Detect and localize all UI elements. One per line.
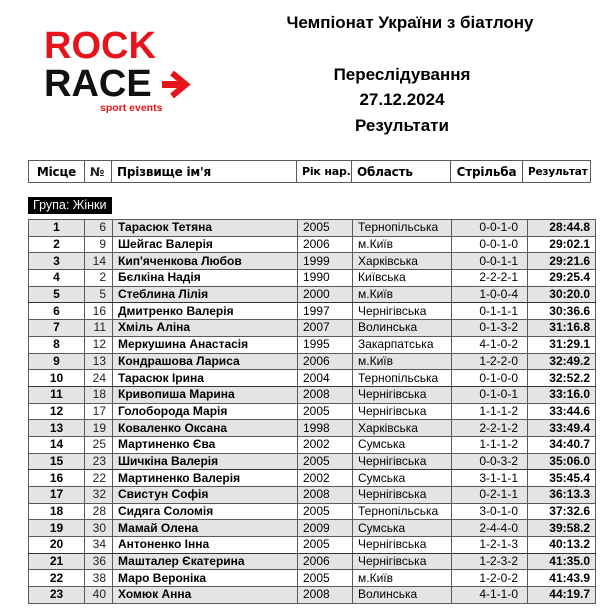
cell-place: 7 [29,320,85,337]
cell-name: Машталер Єкатерина [113,553,298,570]
cell-region: Харківська [353,420,452,437]
cell-place: 17 [29,487,85,504]
cell-region: Тернопільська [353,220,452,237]
arrow-right-icon [144,70,234,100]
cell-shooting: 0-0-1-0 [452,220,528,237]
cell-result: 35:06.0 [528,453,596,470]
cell-region: Чернігівська [353,537,452,554]
rock-race-logo [44,25,194,118]
cell-name: Кондрашова Лариса [113,353,298,370]
table-row [29,503,596,520]
table-row [29,537,596,554]
cell-region: Волинська [353,587,452,604]
cell-bib: 9 [85,236,113,253]
cell-shooting: 3-0-1-0 [452,503,528,520]
cell-year: 1990 [298,270,353,287]
cell-result: 31:29.1 [528,336,596,353]
cell-region: Волинська [353,320,452,337]
table-row [29,487,596,504]
cell-result: 30:20.0 [528,286,596,303]
table-row [29,236,596,253]
table-row [29,320,596,337]
column-header-shooting: Стрільба [451,161,523,183]
cell-bib: 36 [85,553,113,570]
cell-result: 34:40.7 [528,436,596,453]
table-row [29,587,596,604]
cell-name: Бєлкіна Надія [113,270,298,287]
cell-region: Сумська [353,470,452,487]
cell-place: 10 [29,370,85,387]
discipline-title: Переслідування [333,65,471,84]
cell-place: 20 [29,537,85,554]
cell-year: 2008 [298,386,353,403]
cell-year: 2002 [298,470,353,487]
column-header-place: Місце [29,161,85,183]
cell-year: 1995 [298,336,353,353]
cell-place: 23 [29,587,85,604]
cell-place: 8 [29,336,85,353]
cell-year: 2008 [298,587,353,604]
cell-shooting: 0-0-3-2 [452,453,528,470]
cell-shooting: 1-1-1-2 [452,403,528,420]
table-row [29,353,596,370]
cell-year: 2005 [298,453,353,470]
cell-place: 12 [29,403,85,420]
table-row [29,570,596,587]
cell-result: 35:45.4 [528,470,596,487]
cell-year: 2009 [298,520,353,537]
cell-bib: 23 [85,453,113,470]
table-row [29,253,596,270]
cell-region: Харківська [353,253,452,270]
cell-region: м.Київ [353,236,452,253]
cell-year: 2006 [298,236,353,253]
cell-year: 1997 [298,303,353,320]
table-row [29,470,596,487]
column-header-bib: № [85,161,112,183]
cell-bib: 22 [85,470,113,487]
cell-name: Мамай Олена [113,520,298,537]
column-header-name: Прізвище ім'я [112,161,297,183]
cell-place: 18 [29,503,85,520]
cell-shooting: 1-2-1-3 [452,537,528,554]
cell-bib: 28 [85,503,113,520]
cell-place: 22 [29,570,85,587]
cell-result: 31:16.8 [528,320,596,337]
cell-shooting: 0-1-3-2 [452,320,528,337]
cell-place: 16 [29,470,85,487]
group-label: Група: Жінки [28,197,112,214]
cell-name: Хомюк Анна [113,587,298,604]
cell-region: Чернігівська [353,453,452,470]
table-row [29,436,596,453]
cell-shooting: 1-0-0-4 [452,286,528,303]
table-row [29,403,596,420]
cell-place: 1 [29,220,85,237]
cell-shooting: 0-1-1-1 [452,303,528,320]
cell-year: 2006 [298,553,353,570]
cell-place: 14 [29,436,85,453]
cell-region: Тернопільська [353,370,452,387]
cell-name: Шичкіна Валерія [113,453,298,470]
table-row [29,370,596,387]
cell-shooting: 4-1-0-2 [452,336,528,353]
event-date: 27.12.2024 [359,90,445,109]
cell-bib: 16 [85,303,113,320]
cell-year: 2005 [298,403,353,420]
cell-place: 3 [29,253,85,270]
cell-name: Антоненко Інна [113,537,298,554]
cell-result: 41:43.9 [528,570,596,587]
cell-shooting: 1-2-0-2 [452,570,528,587]
table-row [29,553,596,570]
cell-shooting: 2-2-2-1 [452,270,528,287]
cell-region: Сумська [353,436,452,453]
cell-year: 2005 [298,570,353,587]
cell-result: 30:36.6 [528,303,596,320]
cell-year: 2006 [298,353,353,370]
cell-bib: 2 [85,270,113,287]
cell-region: Чернігівська [353,553,452,570]
cell-bib: 25 [85,436,113,453]
table-row [29,303,596,320]
cell-result: 41:35.0 [528,553,596,570]
cell-name: Кривопиша Марина [113,386,298,403]
cell-shooting: 1-2-3-2 [452,553,528,570]
cell-region: Чернігівська [353,403,452,420]
cell-year: 2004 [298,370,353,387]
cell-year: 2007 [298,320,353,337]
cell-name: Коваленко Оксана [113,420,298,437]
table-row [29,270,596,287]
cell-result: 29:21.6 [528,253,596,270]
table-row [29,420,596,437]
cell-place: 15 [29,453,85,470]
cell-region: Сумська [353,520,452,537]
cell-result: 44:19.7 [528,587,596,604]
cell-name: Тарасюк Ірина [113,370,298,387]
cell-name: Меркушина Анастасія [113,336,298,353]
cell-name: Кип'яченкова Любов [113,253,298,270]
championship-title: Чемпіонат України з біатлону [286,13,534,32]
table-row [29,520,596,537]
cell-result: 32:52.2 [528,370,596,387]
cell-shooting: 3-1-1-1 [452,470,528,487]
cell-region: Чернігівська [353,386,452,403]
table-row [29,286,596,303]
cell-region: м.Київ [353,286,452,303]
cell-year: 2005 [298,537,353,554]
cell-name: Мартиненко Валерія [113,470,298,487]
cell-result: 39:58.2 [528,520,596,537]
cell-name: Голоборода Марія [113,403,298,420]
cell-shooting: 0-2-1-1 [452,487,528,504]
cell-name: Хміль Аліна [113,320,298,337]
cell-result: 40:13.2 [528,537,596,554]
cell-place: 5 [29,286,85,303]
cell-shooting: 1-1-1-2 [452,436,528,453]
cell-bib: 24 [85,370,113,387]
column-header-result: Результат [523,161,591,183]
cell-year: 2005 [298,503,353,520]
cell-region: Чернігівська [353,487,452,504]
results-table-header [28,160,591,183]
cell-name: Свистун Софія [113,487,298,504]
cell-bib: 5 [85,286,113,303]
cell-region: Чернігівська [353,303,452,320]
cell-shooting: 4-1-1-0 [452,587,528,604]
cell-result: 33:16.0 [528,386,596,403]
cell-place: 13 [29,420,85,437]
cell-result: 32:49.2 [528,353,596,370]
cell-place: 6 [29,303,85,320]
cell-bib: 18 [85,386,113,403]
cell-shooting: 0-0-1-0 [452,236,528,253]
cell-region: Київська [353,270,452,287]
cell-place: 21 [29,553,85,570]
cell-region: м.Київ [353,353,452,370]
cell-name: Тарасюк Тетяна [113,220,298,237]
cell-region: м.Київ [353,570,452,587]
column-header-region: Область [352,161,451,183]
logo-tagline: sport events [100,102,163,114]
cell-name: Стеблина Лілія [113,286,298,303]
cell-bib: 13 [85,353,113,370]
cell-bib: 34 [85,537,113,554]
cell-result: 29:02.1 [528,236,596,253]
cell-bib: 17 [85,403,113,420]
cell-bib: 6 [85,220,113,237]
cell-name: Мартиненко Єва [113,436,298,453]
cell-region: Тернопільська [353,503,452,520]
cell-shooting: 2-4-4-0 [452,520,528,537]
cell-shooting: 1-2-2-0 [452,353,528,370]
table-row [29,453,596,470]
logo-text-rock: ROCK [44,25,156,67]
cell-bib: 32 [85,487,113,504]
cell-shooting: 0-0-1-1 [452,253,528,270]
results-subtitle: Результати [355,116,449,135]
cell-bib: 12 [85,336,113,353]
cell-place: 19 [29,520,85,537]
cell-result: 33:44.6 [528,403,596,420]
cell-shooting: 0-1-0-0 [452,370,528,387]
table-row [29,386,596,403]
cell-place: 9 [29,353,85,370]
cell-name: Дмитренко Валерія [113,303,298,320]
table-row [29,220,596,237]
cell-year: 1998 [298,420,353,437]
cell-bib: 19 [85,420,113,437]
logo-text-race: RACE [44,63,152,105]
cell-year: 2005 [298,220,353,237]
column-header-year: Рік нар. [297,161,352,183]
cell-shooting: 2-2-1-2 [452,420,528,437]
cell-year: 1999 [298,253,353,270]
cell-result: 29:25.4 [528,270,596,287]
cell-year: 2000 [298,286,353,303]
cell-place: 11 [29,386,85,403]
cell-result: 28:44.8 [528,220,596,237]
cell-name: Шейгас Валерія [113,236,298,253]
cell-shooting: 0-1-0-1 [452,386,528,403]
cell-bib: 14 [85,253,113,270]
cell-place: 2 [29,236,85,253]
cell-name: Маро Вероніка [113,570,298,587]
cell-region: Закарпатська [353,336,452,353]
cell-bib: 38 [85,570,113,587]
cell-year: 2008 [298,487,353,504]
header-row [29,161,591,183]
cell-result: 36:13.3 [528,487,596,504]
cell-result: 37:32.6 [528,503,596,520]
cell-bib: 30 [85,520,113,537]
cell-name: Сидяга Соломія [113,503,298,520]
cell-place: 4 [29,270,85,287]
cell-year: 2002 [298,436,353,453]
cell-bib: 11 [85,320,113,337]
cell-bib: 40 [85,587,113,604]
cell-result: 33:49.4 [528,420,596,437]
results-table [28,219,596,604]
table-row [29,336,596,353]
